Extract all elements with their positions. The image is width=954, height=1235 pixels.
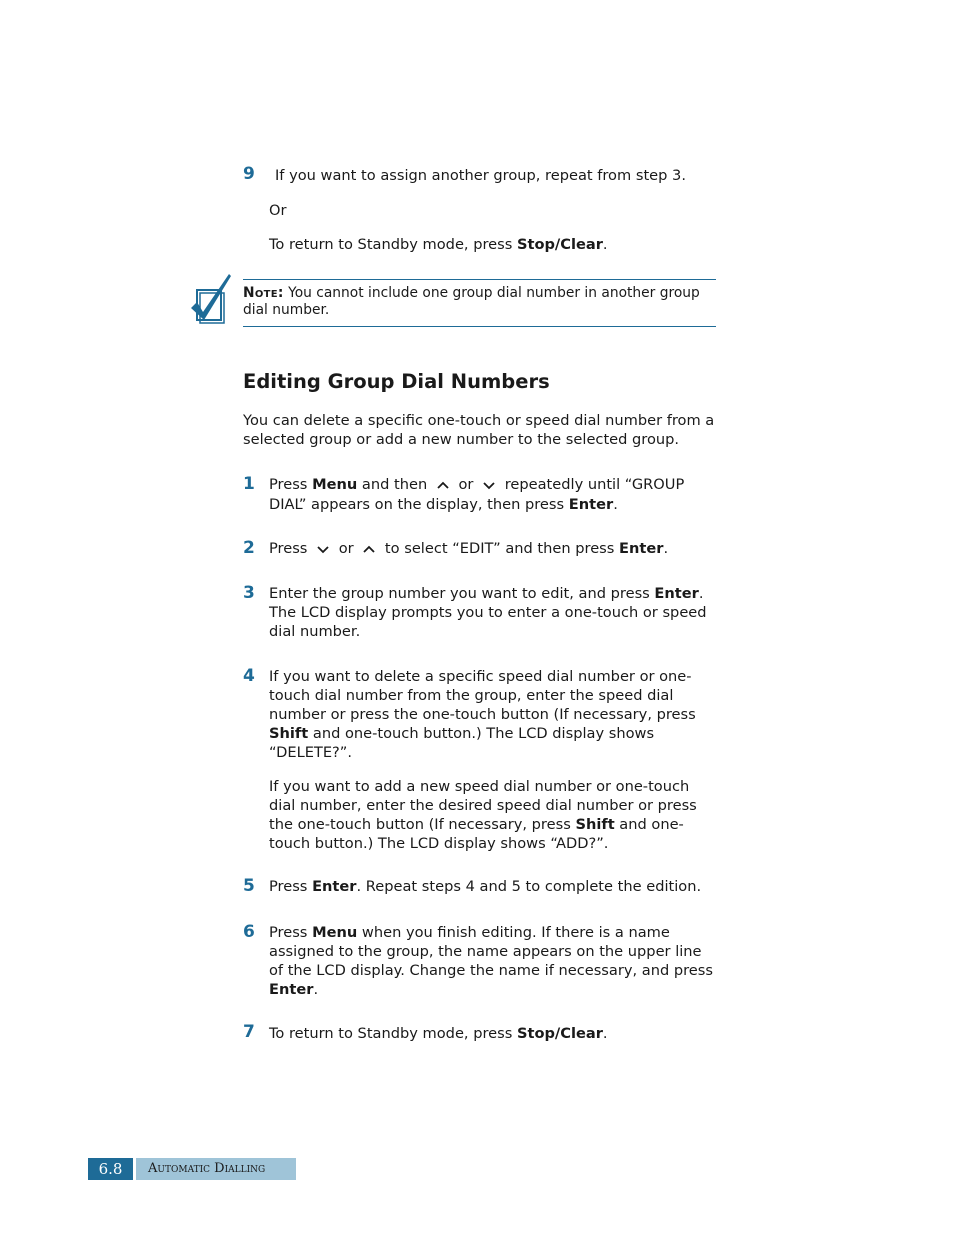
step-9-return: To return to Standby mode, press Stop/Clear. [269, 236, 608, 253]
chevron-up-icon [358, 540, 380, 559]
step-number-9: 9 [243, 164, 255, 184]
note-text: Note: You cannot include one group dial number in another group dial number. [243, 285, 700, 318]
step-number-6: 6 [243, 922, 255, 942]
checkmark-note-icon [189, 272, 233, 324]
step-4-delete-text: If you want to delete a specific speed dial number or one-touch dial number from the group, enter the speed dial number or press the one-touch button (If necessary, press Shift and one-touch button.) The LCD display shows “DELETE?”. [269, 668, 696, 761]
step-4-add-text: If you want to add a new speed dial number or one-touch dial number, enter the desired speed dial number or press the one-touch button (If necessary, press Shift and one-touch button.) The LCD display shows “ADD?”. [269, 778, 697, 852]
step-7-text: To return to Standby mode, press Stop/Clear. [269, 1025, 608, 1042]
chevron-down-icon [312, 540, 334, 559]
section-intro: You can delete a specific one-touch or speed dial number from a selected group or add a new number to the selected group. [243, 412, 715, 448]
step-3-text: Enter the group number you want to edit, and press Enter. The LCD display prompts you to enter a one-touch or speed dial number. [269, 585, 707, 640]
step-2-text: Press or to select “EDIT” and then press Enter. [269, 540, 669, 557]
step-number-7: 7 [243, 1022, 255, 1042]
step-9-or: Or [269, 202, 287, 219]
step-number-2: 2 [243, 538, 255, 558]
step-number-5: 5 [243, 876, 255, 896]
step-number-4: 4 [243, 666, 255, 686]
step-9-text: If you want to assign another group, repeat from step 3. [275, 167, 686, 184]
chevron-up-icon [432, 476, 454, 495]
chapter-title: Automatic Dialling [136, 1158, 296, 1180]
section-heading: Editing Group Dial Numbers [243, 370, 550, 393]
step-6-text: Press Menu when you finish editing. If there is a name assigned to the group, the name appears on the upper line of the LCD display. Change the name if necessary, and press Enter. [269, 924, 713, 998]
page-number: 6.8 [88, 1158, 133, 1180]
note-top-rule [243, 279, 716, 280]
step-number-1: 1 [243, 474, 255, 494]
step-5-text: Press Enter. Repeat steps 4 and 5 to complete the edition. [269, 878, 702, 895]
chevron-down-icon [478, 476, 500, 495]
step-1-text: Press Menu and then or repeatedly until “GROUP DIAL” appears on the display, then press Enter. [269, 476, 685, 513]
note-bottom-rule [243, 326, 716, 327]
step-number-3: 3 [243, 583, 255, 603]
